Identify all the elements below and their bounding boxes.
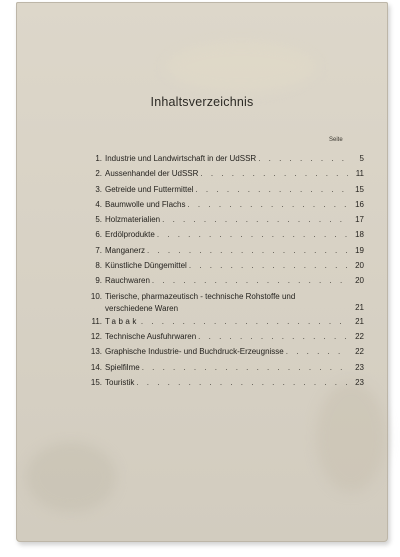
booklet-page: [16, 2, 388, 542]
entry-page: 22: [355, 347, 364, 357]
entry-page: 19: [355, 245, 364, 255]
paper-stain: [26, 442, 116, 512]
entry-page: 22: [355, 331, 364, 341]
toc-entry: [88, 227, 364, 242]
entry-title: Graphische Industrie- und Buchdruck-Erzeugnisse: [105, 347, 284, 357]
toc-entry: [88, 212, 364, 227]
entry-number: 5.: [95, 215, 102, 225]
entry-number: 6.: [95, 230, 102, 240]
leader-dots: [136, 375, 348, 390]
page-column-header: Seite: [329, 137, 343, 143]
entry-title: Touristik: [105, 377, 135, 387]
entry-number: 15.: [90, 377, 102, 387]
entry-number: 12.: [90, 331, 102, 341]
toc-entry: [88, 243, 364, 258]
entry-number: 10.: [90, 291, 102, 301]
entry-number: 7.: [95, 245, 102, 255]
leader-dots: [258, 151, 348, 166]
entry-number: 8.: [95, 261, 102, 271]
toc-entry: [88, 197, 364, 212]
page-title: Inhaltsverzeichnis: [150, 95, 254, 109]
entry-page: 20: [355, 276, 364, 286]
leader-dots: [187, 197, 348, 212]
toc-entry: [88, 329, 364, 344]
entry-title: Aussenhandel der UdSSR: [105, 169, 199, 179]
entry-page: 16: [355, 199, 364, 209]
leader-dots: [200, 166, 348, 181]
entry-number: 3.: [95, 184, 102, 194]
leader-dots: [147, 243, 348, 258]
entry-page: 23: [355, 377, 364, 387]
leader-dots: [195, 182, 348, 197]
toc-entry: [88, 151, 364, 166]
entry-title: Künstliche Düngemittel: [105, 261, 187, 271]
entry-title: Baumwolle und Flachs: [105, 199, 186, 209]
entry-page: 21: [355, 316, 364, 326]
entry-page: 21: [355, 302, 364, 312]
toc-entry: [88, 273, 364, 288]
entry-title: Tierische, pharmazeutisch - technische Rohstoffe und verschiedene Waren: [105, 291, 296, 313]
entry-number: 13.: [90, 347, 102, 357]
leader-dots: [152, 273, 348, 288]
leader-dots: [198, 329, 348, 344]
entry-title: Spielfilme: [105, 362, 140, 372]
entry-page: 5: [359, 154, 364, 163]
entry-number: 2.: [95, 169, 102, 179]
toc-entry: [88, 344, 364, 359]
toc-entry: [88, 360, 364, 375]
entry-number: 1.: [95, 154, 102, 163]
entry-page: 15: [355, 184, 364, 194]
entry-title: Tabak: [105, 316, 139, 326]
toc-entry: [88, 166, 364, 181]
entry-page: 23: [355, 362, 364, 372]
paper-stain: [166, 42, 316, 92]
toc-entry: [88, 289, 364, 314]
entry-number: 4.: [95, 199, 102, 209]
entry-page: 20: [355, 261, 364, 271]
toc-entry: [88, 182, 364, 197]
leader-dots: [142, 360, 348, 375]
entry-page: 18: [355, 230, 364, 240]
toc-entry: [88, 375, 364, 390]
entry-title: Industrie und Landwirtschaft in der UdSSR: [105, 154, 257, 163]
paper-stain: [316, 382, 386, 492]
leader-dots: [286, 344, 348, 359]
toc-entry: [88, 258, 364, 273]
leader-dots: [162, 212, 348, 227]
entry-number: 11.: [91, 316, 102, 326]
entry-number: 9.: [95, 276, 102, 286]
entry-title: Getreide und Futtermittel: [105, 184, 194, 194]
entry-page: 17: [355, 215, 364, 225]
entry-number: 14.: [90, 362, 102, 372]
leader-dots: [189, 258, 348, 273]
leader-dots: [157, 227, 348, 242]
entry-page: 11: [355, 169, 364, 179]
toc-entry: [88, 314, 364, 329]
entry-title: Holzmaterialien: [105, 215, 161, 225]
entry-title: Manganerz: [105, 245, 146, 255]
entry-title: Technische Ausfuhrwaren: [105, 331, 197, 341]
table-of-contents: [88, 151, 364, 390]
leader-dots: [141, 314, 348, 329]
entry-title: Erdölprodukte: [105, 230, 155, 240]
entry-title: Rauchwaren: [105, 276, 150, 286]
